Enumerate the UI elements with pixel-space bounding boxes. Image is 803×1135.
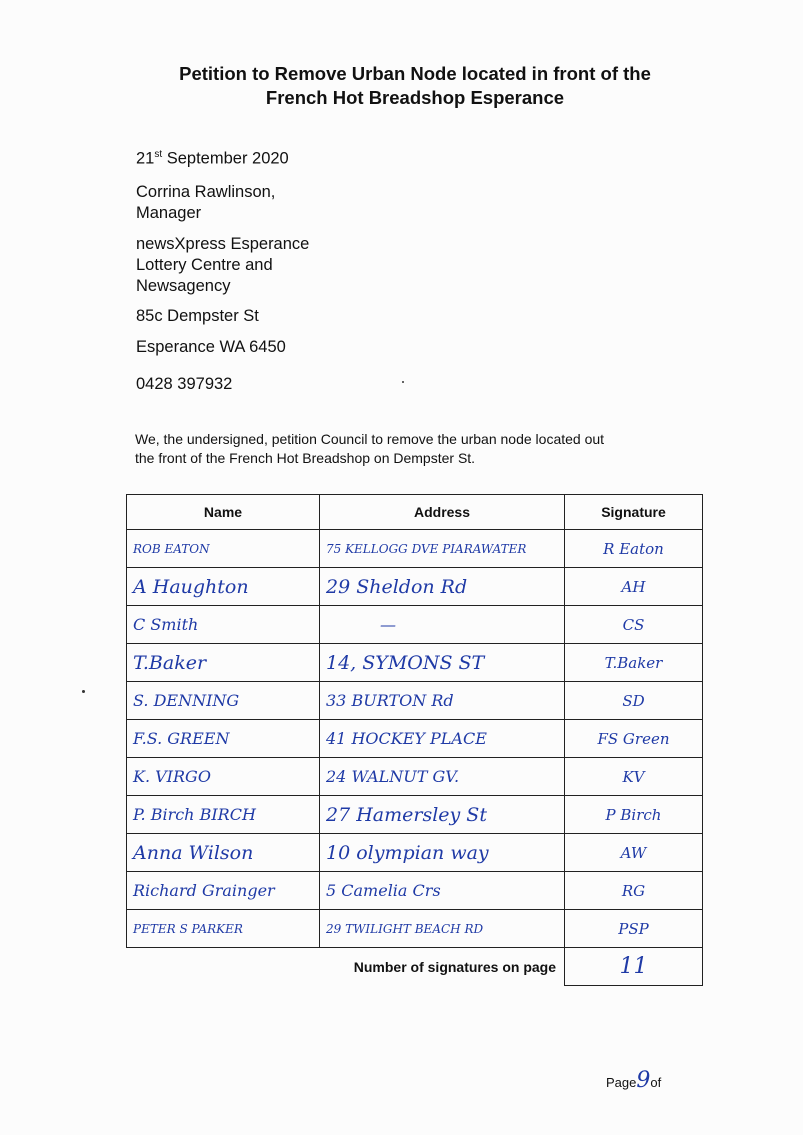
signer-signature: T.Baker [565, 644, 703, 682]
petition-statement [135, 430, 695, 468]
signer-address: — [320, 606, 565, 644]
table-row [127, 682, 703, 720]
signer-address: 24 WALNUT GV. [320, 758, 565, 796]
table-row [127, 644, 703, 682]
table-row [127, 530, 703, 568]
signer-name: T.Baker [127, 644, 320, 682]
scan-speck [402, 381, 404, 383]
signer-name: C Smith [127, 606, 320, 644]
signer-address: 29 TWILIGHT BEACH RD [320, 910, 565, 948]
contact-org-line-3: Newsagency [136, 277, 231, 295]
signer-name: S. DENNING [127, 682, 320, 720]
contact-street: 85c Dempster St [136, 307, 259, 325]
page-of-label: of [650, 1075, 662, 1090]
contact-name: Corrina Rawlinson, [136, 183, 276, 201]
table-row [127, 758, 703, 796]
signer-signature: SD [565, 682, 703, 720]
page-label: Page [606, 1075, 637, 1090]
signer-signature: PSP [565, 910, 703, 948]
signer-name: Richard Grainger [127, 872, 320, 910]
intro-line-1: We, the undersigned, petition Council to remove the urban node located out [135, 431, 605, 447]
signer-name: ROB EATON [127, 530, 320, 568]
date-rest: September 2020 [162, 149, 289, 168]
petition-date [136, 144, 289, 170]
page-footer [606, 1068, 661, 1093]
signer-address: 27 Hamersley St [320, 796, 565, 834]
signer-address: 75 KELLOGG DVE PIARAWATER [320, 530, 565, 568]
signer-signature: AH [565, 568, 703, 606]
contact-town: Esperance WA 6450 [136, 338, 286, 356]
table-row [127, 796, 703, 834]
header-name: Name [127, 495, 320, 530]
signer-address: 41 HOCKEY PLACE [320, 720, 565, 758]
signer-signature: FS Green [565, 720, 703, 758]
contact-phone: 0428 397932 [136, 375, 233, 393]
signature-table [126, 494, 703, 986]
signer-name: P. Birch BIRCH [127, 796, 320, 834]
contact-org-line-2: Lottery Centre and [136, 256, 273, 274]
date-day: 21 [136, 149, 155, 168]
signer-signature: R Eaton [565, 530, 703, 568]
header-signature: Signature [565, 495, 703, 530]
page-number: 9 [636, 1068, 651, 1093]
title-line-2: French Hot Breadshop Esperance [265, 87, 565, 108]
table-row [127, 606, 703, 644]
signer-address: 14, SYMONS ST [320, 644, 565, 682]
header-address: Address [320, 495, 565, 530]
signature-count-row [127, 948, 703, 986]
scan-speck [82, 690, 85, 693]
table-row [127, 834, 703, 872]
signer-name: Anna Wilson [127, 834, 320, 872]
signer-signature: CS [565, 606, 703, 644]
title-line-1: Petition to Remove Urban Node located in front of the [179, 63, 651, 84]
signer-signature: RG [565, 872, 703, 910]
signer-name: PETER S PARKER [127, 910, 320, 948]
contact-org-line-1: newsXpress Esperance [136, 235, 310, 253]
table-header-row [127, 495, 703, 530]
table-row [127, 910, 703, 948]
signer-name: K. VIRGO [127, 758, 320, 796]
table-row [127, 568, 703, 606]
signer-address: 29 Sheldon Rd [320, 568, 565, 606]
signature-count-label: Number of signatures on page [353, 958, 556, 975]
signer-name: F.S. GREEN [127, 720, 320, 758]
petition-title [100, 62, 730, 110]
table-row [127, 872, 703, 910]
signer-signature: P Birch [565, 796, 703, 834]
signature-count-value: 11 [565, 948, 703, 986]
intro-line-2: the front of the French Hot Breadshop on Dempster St. [135, 450, 476, 466]
date-suffix: st [154, 149, 163, 160]
signer-address: 10 olympian way [320, 834, 565, 872]
signer-address: 5 Camelia Crs [320, 872, 565, 910]
signer-name: A Haughton [127, 568, 320, 606]
signer-address: 33 BURTON Rd [320, 682, 565, 720]
contact-role: Manager [136, 204, 202, 222]
signer-signature: AW [565, 834, 703, 872]
signer-signature: KV [565, 758, 703, 796]
table-row [127, 720, 703, 758]
